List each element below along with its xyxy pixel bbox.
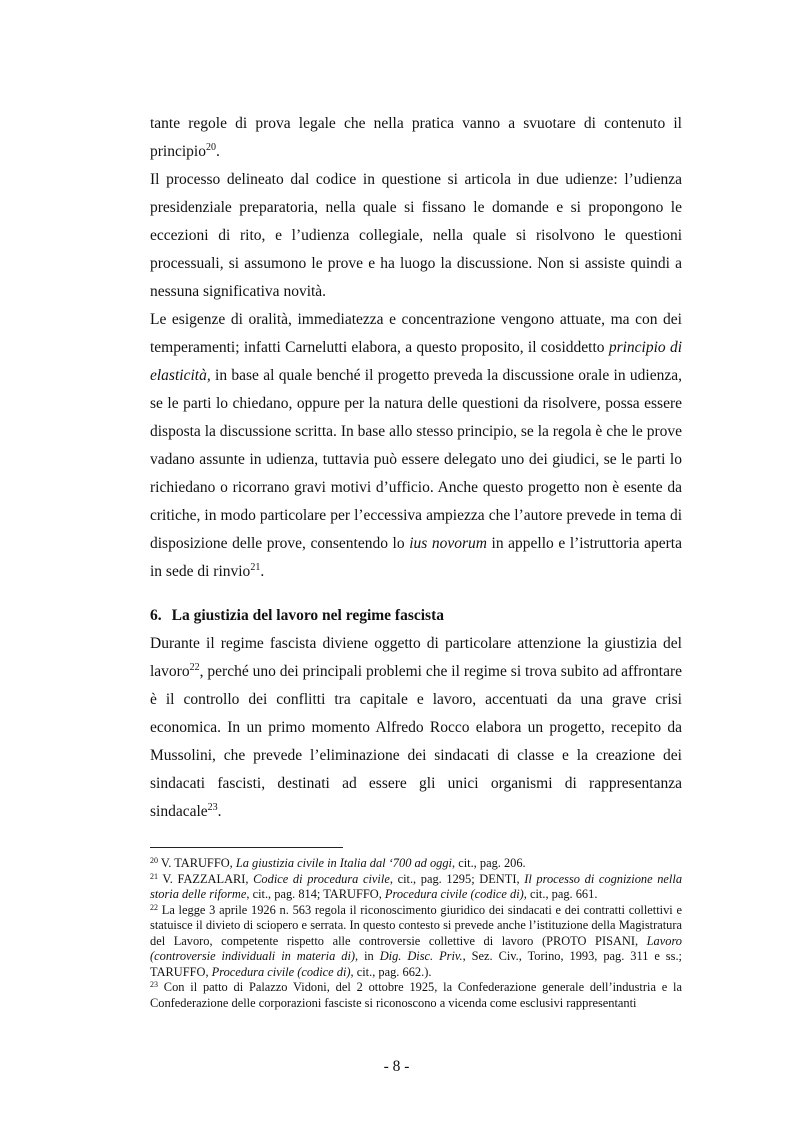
footnote-title: Lavoro (controversie individuali in materia di) [150, 933, 682, 963]
footnote-text: , cit., pag. 662.). [350, 964, 432, 979]
section-number: 6. [150, 607, 162, 624]
footnote-text: V. FAZZALARI, [158, 871, 254, 886]
footnote-text: , cit., pag. 1295; DENTI, [389, 871, 525, 886]
footnote-text: Con il patto di Palazzo Vidoni, del 2 ottobre 1925, la Confederazione generale dell’industria e la Confederazione delle corporazioni fasciste si riconoscono a vicenda come esclusivi rappresentanti [150, 980, 682, 1010]
footnote-ref-23[interactable]: 23 [207, 802, 218, 813]
footnote-number: 21 [150, 871, 158, 881]
section-heading [150, 602, 682, 630]
paragraph-2: Il processo delineato dal codice in questione si articola in due udienze: l’udienza presidenziale preparatoria, nella quale si fissano le domande e si propongono le eccezioni di rito, e l’udienza collegiale, nella quale si risolvono le questioni processuali, si assumono le prove e ha luogo la discussione. Non si assiste quindi a nessuna significativa novità. [150, 171, 682, 300]
footnotes [150, 856, 682, 1011]
term-principio-elasticita: principio di elasticità, [150, 339, 682, 384]
paragraph-3-text-c: in base al quale benché il progetto preveda la discussione orale in udienza, se le parti lo chiedano, oppure per la natura delle questioni da risolvere, possa essere disposta la discussione scritta. In base allo stesso principio, se la regola è che le prove vadano assunte in udienza, tuttavia può essere delegato uno dei giudici, se le parti lo richiedano o ricorrano gravi motivi d’ufficio. Anche questo progetto non è esente da critiche, in modo particolare per l’eccessiva ampiezza che l’autore prevede in tema di disposizione delle prove, consentendo lo [150, 367, 682, 552]
footnote-ref-22[interactable]: 22 [189, 662, 200, 673]
page-number: - 8 - [383, 1058, 410, 1075]
paragraph-1-text: tante regole di prova legale che nella pratica vanno a svuotare di contenuto il principio [150, 115, 682, 160]
footnote-title: Codice di procedura civile [253, 871, 390, 886]
footnote-divider [150, 847, 343, 848]
footnote-title: Procedura civile (codice di) [211, 964, 351, 979]
footnote-ref-21[interactable]: 21 [250, 562, 261, 573]
paragraph-3-text-e: in appello e l’istruttoria aperta in sede di rinvio [150, 535, 682, 580]
footnote-title: Il processo di cognizione nella storia delle riforme [150, 871, 683, 901]
body-text [150, 110, 682, 826]
paragraph-3-end: . [260, 563, 265, 580]
footnote-title: Dig. Disc. Priv. [379, 949, 463, 963]
footnote-text: , cit., pag. 814; TARUFFO, [246, 887, 385, 901]
paragraph-4-end: . [217, 803, 222, 820]
footnote-text: , Sez. Civ., Torino, 1993, pag. 311 e ss.; TARUFFO, [150, 949, 682, 979]
paragraph-3 [150, 306, 682, 586]
footnote-ref-20[interactable]: 20 [205, 142, 216, 153]
footnote-text: V. TARUFFO, [158, 856, 236, 870]
footnote-text: , cit., pag. 661. [523, 887, 598, 901]
footnote-text: , in [355, 949, 380, 963]
footnote-number: 23 [150, 980, 158, 989]
footnote-23 [150, 980, 682, 1011]
paragraph-1: tante regole di prova legale che nella pratica vanno a svuotare di contenuto il principio$^{20}$. [150, 115, 682, 160]
footnote-title: Procedura civile (codice di) [384, 887, 524, 901]
paragraph-4 [150, 630, 682, 826]
paragraph-4-text-b: , perché uno dei principali problemi che il regime si trova subito ad affrontare è il controllo dei conflitti tra capitale e lavoro, accentuati da una grave crisi economica. In un primo momento Alfredo Rocco elabora un progetto, recepito da Mussolini, che prevede l’eliminazione dei sindacati di classe e la creazione dei sindacati fascisti, destinati ad essere gli unici organismi di rappresentanza sindacale [150, 663, 682, 820]
term-ius-novorum: ius novorum [409, 535, 487, 552]
paragraph-3-text-a: Le esigenze di oralità, immediatezza e concentrazione vengono attuate, ma con dei temperamenti; infatti Carnelutti elabora, a questo proposito, il cosiddetto [150, 311, 682, 356]
footnote-title: La giustizia civile in Italia dal ‘700 ad oggi [235, 856, 452, 870]
footnote-number: 22 [150, 902, 158, 912]
paragraph-4-text-a: Durante il regime fascista diviene oggetto di particolare attenzione la giustizia del lavoro [150, 635, 682, 680]
footnote-text: , cit., pag. 206. [452, 856, 526, 870]
footnote-number: 20 [150, 856, 158, 865]
footnote-22 [150, 903, 682, 981]
footnote-21 [150, 872, 682, 903]
footnote-20 [150, 856, 682, 872]
footnote-text: La legge 3 aprile 1926 n. 563 regola il riconoscimento giuridico dei sindacati e dei contratti collettivi e statuisce il divieto di sciopero e serrata. In questo contesto si prevede anche l’istituzione della Magistratura del Lavoro, competente rispetto alle controversie collettive di lavoro (PROTO PISANI, [150, 902, 682, 948]
section-title: La giustizia del lavoro nel regime fascista [171, 607, 444, 624]
